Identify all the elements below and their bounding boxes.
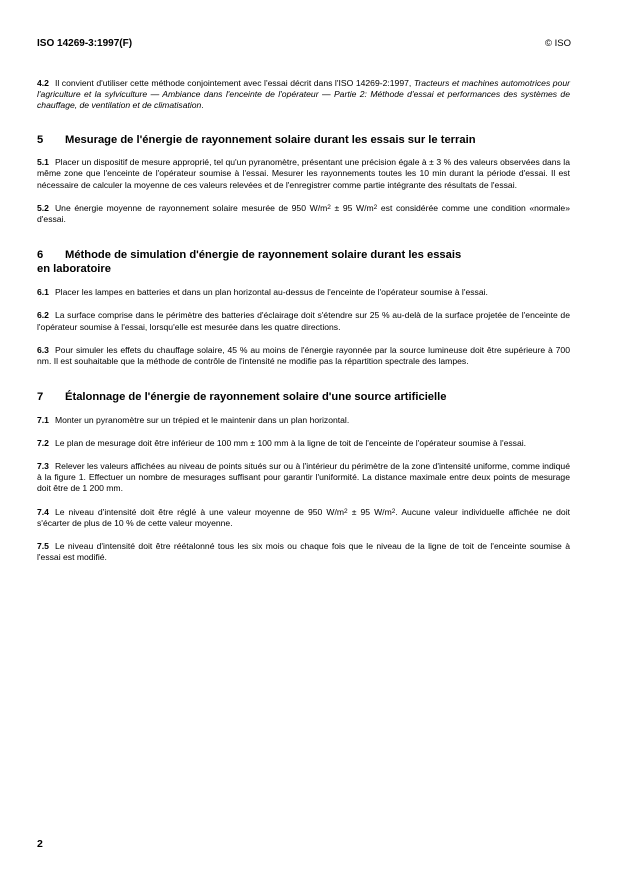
exponent: 2 — [327, 203, 331, 211]
page-body — [37, 78, 570, 563]
clause-text: Le niveau d'intensité doit être réglé à une valeur moyenne de 950 W/m — [54, 506, 345, 517]
clause-text: Pour simuler les effets du chauffage solaire, 45 % au moins de l'énergie rayonnée par la source lumineuse doit être supérieure à 700 nm. Il est souhaitable que la méthode de contrôle de l'intensité ne modifie pas la répartition spectrale des lampes. — [37, 344, 570, 366]
section-title: Mesurage de l'énergie de rayonnement solaire durant les essais sur le terrain — [65, 133, 476, 146]
clause-text: Placer un dispositif de mesure approprié, tel qu'un pyranomètre, présentant une précision égale à ± 3 % des valeurs observées dans la même zone que l'enceinte de l'opérateur soumise à l'essai. Mesurer les rayonnements toutes les 10 min durant la période d'essai. Il est nécessaire de calculer la moyenne de ces valeurs relevées et de l'enregistrer comme partie intégrante des résultats de l'essai. — [37, 157, 570, 190]
clause-number: 7.3 — [37, 461, 49, 472]
section-number: 7 — [37, 391, 44, 404]
clause-6-3 — [37, 345, 570, 367]
clause-number: 5.1 — [37, 157, 49, 168]
clause-text: . Aucune valeur individuelle affichée ne doit s'écarter de plus de 10 % de cette valeur moyenne. — [37, 506, 570, 528]
clause-text: ± 95 W/m — [347, 506, 392, 517]
section-number: 5 — [37, 133, 44, 146]
clause-6-2 — [37, 310, 570, 332]
clause-text: est considérée comme une condition «normale» d'essai. — [37, 202, 570, 224]
clause-7-4 — [37, 507, 570, 529]
clause-number: 7.5 — [37, 541, 49, 552]
clause-text: Placer les lampes en batteries et dans un plan horizontal au-dessus de l'enceinte de l'opérateur soumise à l'essai. — [54, 287, 488, 298]
clause-text: Le plan de mesurage doit être inférieur de 100 mm ± 100 mm à la ligne de toit de l'enceinte de l'opérateur soumise à l'essai. — [54, 437, 527, 448]
clause-text: Monter un pyranomètre sur un trépied et le maintenir dans un plan horizontal. — [54, 414, 350, 425]
clause-number: 7.4 — [37, 506, 49, 517]
exponent: 2 — [391, 507, 396, 515]
clause-text: Une énergie moyenne de rayonnement solaire mesurée de 950 W/m — [54, 202, 328, 213]
clause-text: Relever les valeurs affichées au niveau de points situés sur ou à l'intérieur du périmètre de la zone d'intensité uniforme, comme indiqué à la figure 1. Effectuer un nombre de mesurages suffisant pour garantir l'uniformité. La distance maximale entre deux points de mesurage doit être de 1 200 mm. — [37, 461, 570, 494]
clause-5-1 — [37, 157, 570, 191]
section-title: Étalonnage de l'énergie de rayonnement solaire d'une source artificielle — [65, 391, 447, 404]
clause-number: 6.2 — [37, 310, 49, 321]
section-7-heading — [37, 391, 570, 405]
clause-7-1 — [37, 415, 570, 426]
clause-end: . — [201, 100, 204, 111]
standard-title-reference: Tracteurs et machines automotrices pour l'agriculture et la sylviculture — Ambiance dans l'enceinte de l'opérateur — Partie 2: Méthode d'essai et performances des systèmes de chauffage, de ventilation et de climatisation — [37, 78, 570, 111]
clause-5-2 — [37, 203, 570, 225]
clause-text: Le niveau d'intensité doit être réétalonné tous les six mois ou chaque fois que le niveau de la ligne de toit de l'enceinte soumise à l'essai est modifié. — [37, 541, 570, 563]
clause-number: 4.2 — [37, 78, 49, 88]
page-number: 2 — [37, 838, 43, 850]
section-title-continued: en laboratoire — [37, 262, 111, 275]
section-6-heading — [37, 249, 570, 276]
clause-7-5 — [37, 541, 570, 563]
clause-number: 6.1 — [37, 287, 49, 298]
exponent: 2 — [373, 203, 378, 211]
document-id: ISO 14269-3:1997(F) — [37, 38, 133, 49]
section-number: 6 — [37, 249, 44, 262]
section-5-heading — [37, 134, 570, 148]
clause-7-2 — [37, 438, 570, 449]
clause-number: 7.2 — [37, 437, 49, 448]
clause-text: ± 95 W/m — [330, 202, 374, 213]
clause-number: 7.1 — [37, 414, 49, 425]
clause-7-3 — [37, 461, 570, 495]
clause-number: 5.2 — [37, 202, 49, 213]
copyright-label: © ISO — [544, 38, 571, 49]
clause-number: 6.3 — [37, 344, 49, 355]
clause-text: Il convient d'utiliser cette méthode conjointement avec l'essai décrit dans l'ISO 14269-2:1997, — [54, 78, 414, 88]
clause-6-1 — [37, 287, 570, 298]
exponent: 2 — [344, 507, 348, 515]
clause-4-2 — [37, 78, 570, 112]
clause-text: La surface comprise dans le périmètre des batteries d'éclairage doit s'étendre sur 25 % au-delà de la surface projetée de l'enceinte de l'opérateur soumise à l'essai, lorsqu'elle est mesurée dans les quatre directions. — [37, 310, 570, 332]
section-title: Méthode de simulation d'énergie de rayonnement solaire durant les essais — [65, 249, 462, 262]
